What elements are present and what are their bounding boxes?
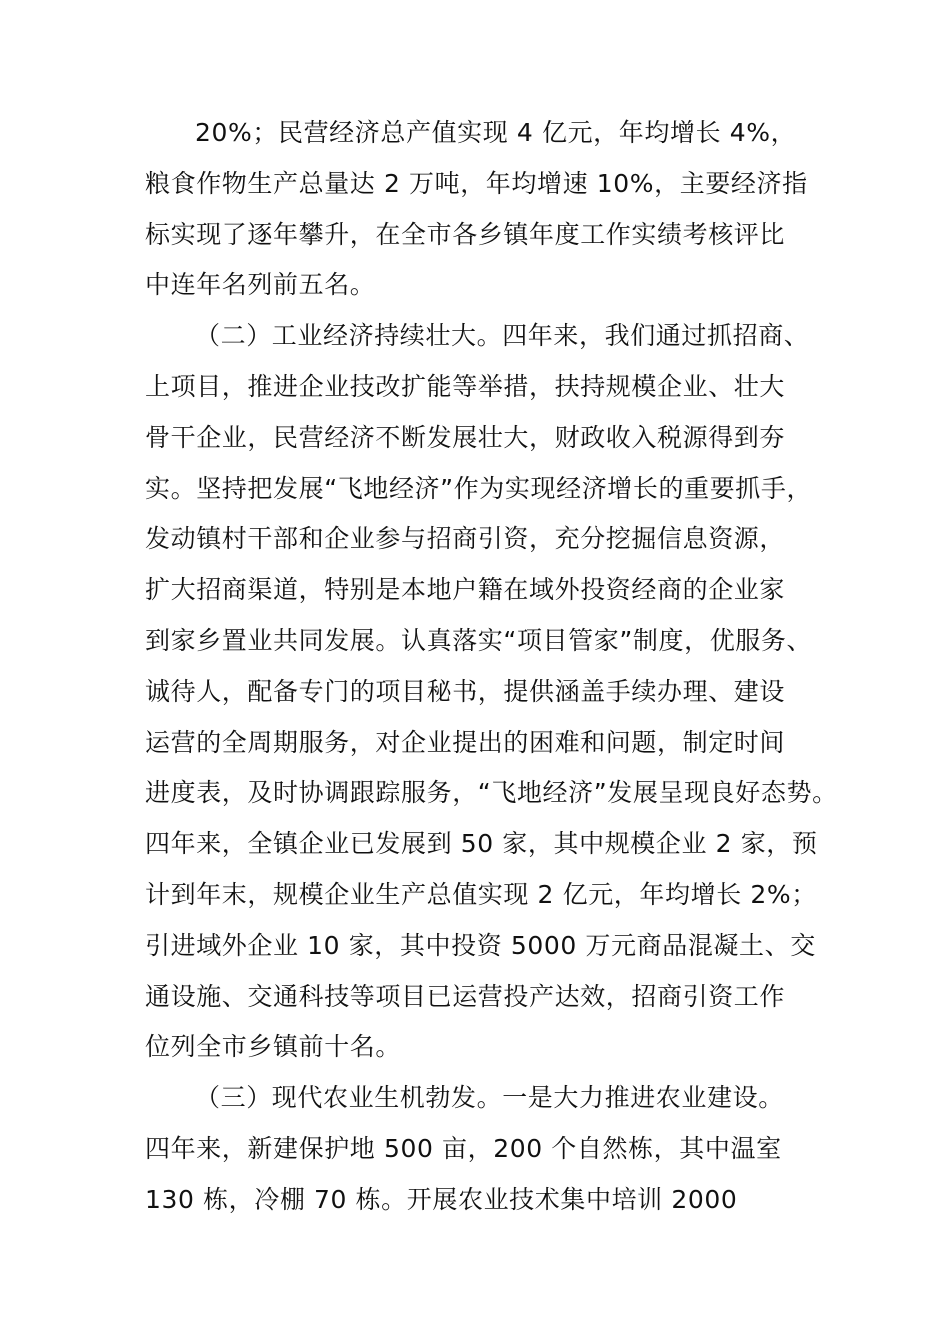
text-line: 四年来，全镇企业已发展到 50 家，其中规模企业 2 家，预 <box>145 829 818 859</box>
text-line: 20%；民营经济总产值实现 4 亿元，年均增长 4%， <box>195 118 797 147</box>
section-heading-line: （三）现代农业生机勃发。一是大力推进农业建设。 <box>195 1083 784 1113</box>
text-line: 上项目，推进企业技改扩能等举措，扶持规模企业、壮大 <box>145 371 786 401</box>
body-text <box>145 108 838 1226</box>
text-line: 标实现了逐年攀升，在全市各乡镇年度工作实绩考核评比 <box>145 219 786 249</box>
text-line: 计到年末，规模企业生产总值实现 2 亿元，年均增长 2%； <box>145 879 817 909</box>
text-line: 进度表，及时协调跟踪服务，“飞地经济”发展呈现良好态势。 <box>145 778 838 808</box>
text-line: 运营的全周期服务，对企业提出的困难和问题，制定时间 <box>145 727 786 757</box>
text-line: 粮食作物生产总量达 2 万吨，年均增速 10%，主要经济指 <box>145 168 808 198</box>
text-line: 发动镇村干部和企业参与招商引资，充分挖掘信息资源， <box>145 524 786 554</box>
text-line: 130 栋，冷棚 70 栋。开展农业技术集中培训 2000 <box>145 1184 738 1214</box>
text-line: 扩大招商渠道，特别是本地户籍在域外投资经商的企业家 <box>145 575 786 605</box>
text-line: 到家乡置业共同发展。认真落实“项目管家”制度，优服务、 <box>145 625 813 655</box>
text-line: 位列全市乡镇前十名。 <box>145 1032 402 1062</box>
text-line: 实。坚持把发展“飞地经济”作为实现经济增长的重要抓手， <box>145 473 813 503</box>
text-line: 骨干企业，民营经济不断发展壮大，财政收入税源得到夯 <box>145 422 786 452</box>
text-line: 通设施、交通科技等项目已运营投产达效，招商引资工作 <box>145 981 786 1011</box>
text-line: 引进域外企业 10 家，其中投资 5000 万元商品混凝土、交 <box>145 930 816 960</box>
text-line: 中连年名列前五名。 <box>145 270 376 300</box>
text-line: 诚待人，配备专门的项目秘书，提供涵盖手续办理、建设 <box>145 676 786 706</box>
text-line: 四年来，新建保护地 500 亩，200 个自然栋，其中温室 <box>145 1133 782 1163</box>
section-heading-line: （二）工业经济持续壮大。四年来，我们通过抓招商、 <box>195 321 810 351</box>
